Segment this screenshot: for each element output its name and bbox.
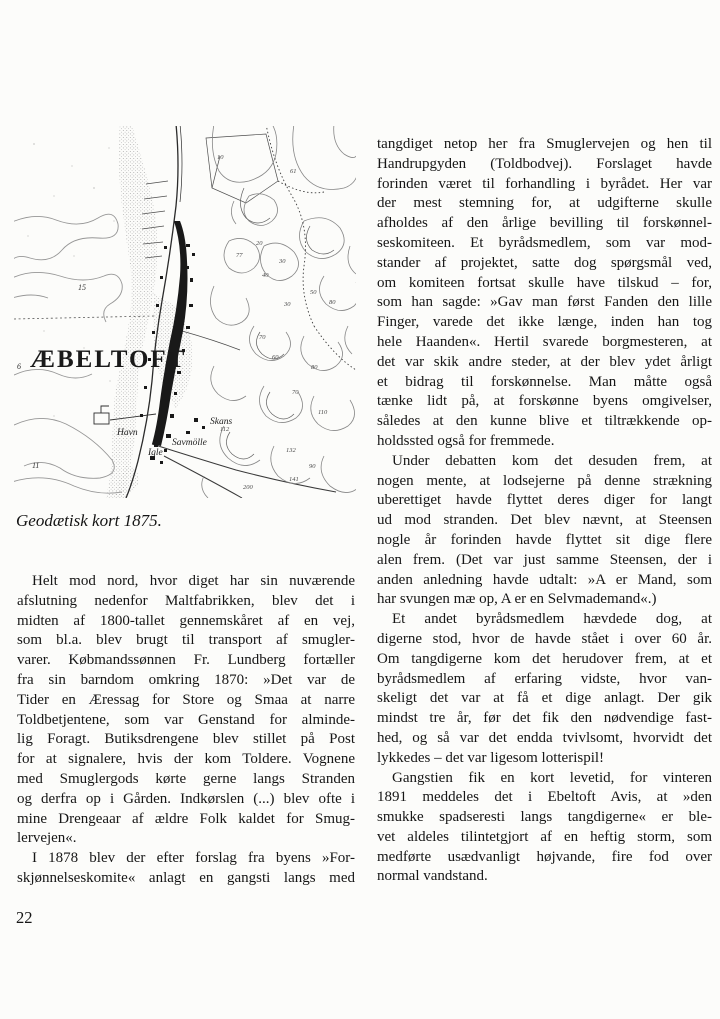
map-elevation-number: 132 — [286, 447, 296, 454]
text-line: seskomiteen. Et byrådsmedlem, som var mod- — [377, 234, 712, 251]
sea-speckles-decoration — [28, 143, 115, 416]
text-line: byrådsmedlem af erfaring vidste, hvor van- — [377, 670, 712, 687]
map-elevation-number: 110 — [318, 409, 328, 416]
text-line: som han sagde: »Gav man først Fanden den lille — [377, 294, 712, 311]
map-elevation-number: 70 — [292, 389, 299, 396]
map-svg — [14, 126, 356, 498]
text-line: alen frem. (Det var just samme Steensen, der i — [377, 551, 712, 568]
text-line: holdssted også for fremmede. — [377, 432, 555, 449]
page-number: 22 — [16, 908, 33, 927]
text-line: mine Drengeaar af ældre Folk kaldet for Smug- — [17, 810, 355, 827]
map-place-label: Igle — [148, 448, 163, 458]
map-elevation-number: 60 — [272, 354, 279, 361]
text-line: fra sin barndom omkring 1870: »Det var de — [17, 671, 355, 688]
map-elevation-number: 80 — [329, 299, 336, 306]
figure-caption: Geodætisk kort 1875. — [16, 511, 162, 530]
text-line: tangdiget netop her fra Smuglervejen og hen til — [377, 136, 712, 152]
map-title: ÆBELTOFT — [30, 346, 187, 373]
text-line: mindst tre år, før det fik den nødvendige fast- — [377, 710, 712, 727]
text-line: Helt mod nord, hvor diget har sin nuværende — [32, 573, 355, 589]
text-line: smukke spadseresti langs tangdigerne« er ble- — [377, 809, 712, 826]
text-line: normal vandstand. — [377, 868, 488, 885]
hill-contours-dark-decoration — [226, 188, 334, 459]
map-elevation-number: 70 — [259, 334, 266, 341]
text-line: vet aldeles tilintetgjort af en heftig storm, som — [377, 828, 712, 845]
text-line: og derfra op i Gården. Indkørslen (...) blev ofte i — [17, 790, 355, 807]
map-elevation-number: 61 — [290, 168, 297, 175]
text-line: Tider en Æressag for Store og Smaa at narre — [17, 691, 355, 708]
text-line: har svungen mæ op, A er en Selvmademand«.) — [377, 591, 657, 608]
column-right — [377, 135, 712, 887]
text-line: medførte usædvanligt højvande, fire fod over — [377, 848, 712, 865]
text-line: uberettiget havde flyttet deres diger for langt — [377, 492, 712, 509]
map-elevation-number: 90 — [309, 463, 316, 470]
text-line: afslutning nedenfor Maltfabrikken, blev det i — [17, 592, 355, 609]
text-line: som bl.a. blev brugt til transport af smugler- — [17, 632, 355, 649]
map-elevation-number: 141 — [289, 476, 299, 483]
text-line: 1891 meddeles det i Ebeltoft Avis, at »den — [377, 789, 712, 806]
text-line: skeligt det var at få et dige anlagt. Der gik — [377, 690, 712, 707]
text-line: lervejen«. — [17, 830, 77, 847]
map-elevation-number: 112 — [220, 426, 230, 433]
text-line: afholdes af den årlige bevilling til forskønnel- — [377, 215, 712, 232]
text-line: Om tangdigerne kom det herudover frem, at et — [377, 650, 712, 667]
map-place-label: Havn — [117, 428, 138, 438]
text-line: anden anledning havde udtalt: »A er Mand, som — [377, 571, 712, 588]
map-depth-number: 15 — [78, 283, 86, 292]
boundaries-decoration — [266, 126, 356, 370]
text-line: ud mod stranden. Det blev nævnt, at Steensen — [377, 512, 712, 529]
text-line: I 1878 blev der efter forslag fra byens »For- — [32, 850, 355, 867]
text-line: Toldbetjentene, som var Genstand for alminde- — [17, 711, 355, 728]
text-line: der mest stemning for, at udgifterne skulle — [377, 195, 712, 212]
text-line: nogen mente, at lodsejerne på denne strækning — [377, 472, 712, 489]
text-line: tænke lidt på, at forskønne byens omgivelser, — [377, 393, 712, 410]
text-line: skjønnelseskomite« anlagt en gangsti langs med — [17, 869, 355, 886]
text-line: således at den kunne blive et tiltrækkende op- — [377, 413, 712, 430]
map-elevation-number: 77 — [236, 252, 243, 259]
text-line: Handrupgyden (Toldbodvej). Forslaget havde — [377, 155, 712, 172]
text-line: nogle år forinden havde flyttet sit dige flere — [377, 531, 712, 548]
map-depth-number: 6 — [17, 362, 21, 371]
text-line: for at signalere, hvis der kom Toldere. Vognene — [17, 751, 355, 768]
harbor-decoration — [94, 406, 109, 424]
map-depth-number: 11 — [32, 461, 40, 470]
text-line: hele Haanden«. Hertil svarede borgmesteren, at — [377, 333, 712, 350]
text-line: Finger, varede det ikke længe, inden han tog — [377, 314, 712, 331]
text-line: lig Foragt. Butiksdrengene blev stillet på Post — [17, 731, 355, 748]
text-line: digerne stod, hvor de havde stået i over 60 år. — [377, 630, 712, 647]
map-figure — [14, 126, 356, 498]
column-left — [17, 572, 355, 889]
text-line: Et andet byrådsmedlem hævdede dog, at — [392, 611, 712, 628]
text-line: midten af 1800-tallet gennemskåret af en vej, — [17, 612, 355, 629]
text-line: det var skik andre steder, at der blev ydet årligt — [377, 353, 712, 370]
text-line: hed, og så var det endda tvivlsomt, hvorvidt det — [377, 729, 712, 746]
text-line: med Smuglergods kørte gerne langs Stranden — [17, 770, 355, 787]
map-elevation-number: 10 — [217, 154, 224, 161]
text-line: om komiteen fortsat skulle have tilskud – for, — [377, 274, 712, 291]
map-elevation-number: 20 — [256, 240, 263, 247]
map-elevation-number: 80 — [311, 364, 318, 371]
text-line: Gangstien fik en kort levetid, for vinteren — [392, 769, 712, 786]
text-line: et bidrag til forskønnelse. Man måtte også — [377, 373, 712, 390]
map-place-label: Savmölle — [172, 438, 207, 448]
text-line: forinden været til forhandling i byrådet. Her var — [377, 175, 712, 192]
map-elevation-number: 50 — [310, 289, 317, 296]
text-line: stander af projektet, satte dog spørgsmål ved, — [377, 254, 712, 271]
map-elevation-number: 30 — [284, 301, 291, 308]
map-elevation-number: 40 — [262, 272, 269, 279]
map-place-label: Skans — [210, 417, 233, 427]
text-line: lykkedes – det var ligesom lotterispil! — [377, 749, 605, 766]
text-line: Under debatten kom det desuden frem, at — [392, 452, 712, 469]
map-elevation-number: 200 — [243, 484, 253, 491]
text-line: varer. Købmandssønnen Fr. Lundberg fortæller — [17, 652, 355, 669]
map-elevation-number: 30 — [279, 258, 286, 265]
